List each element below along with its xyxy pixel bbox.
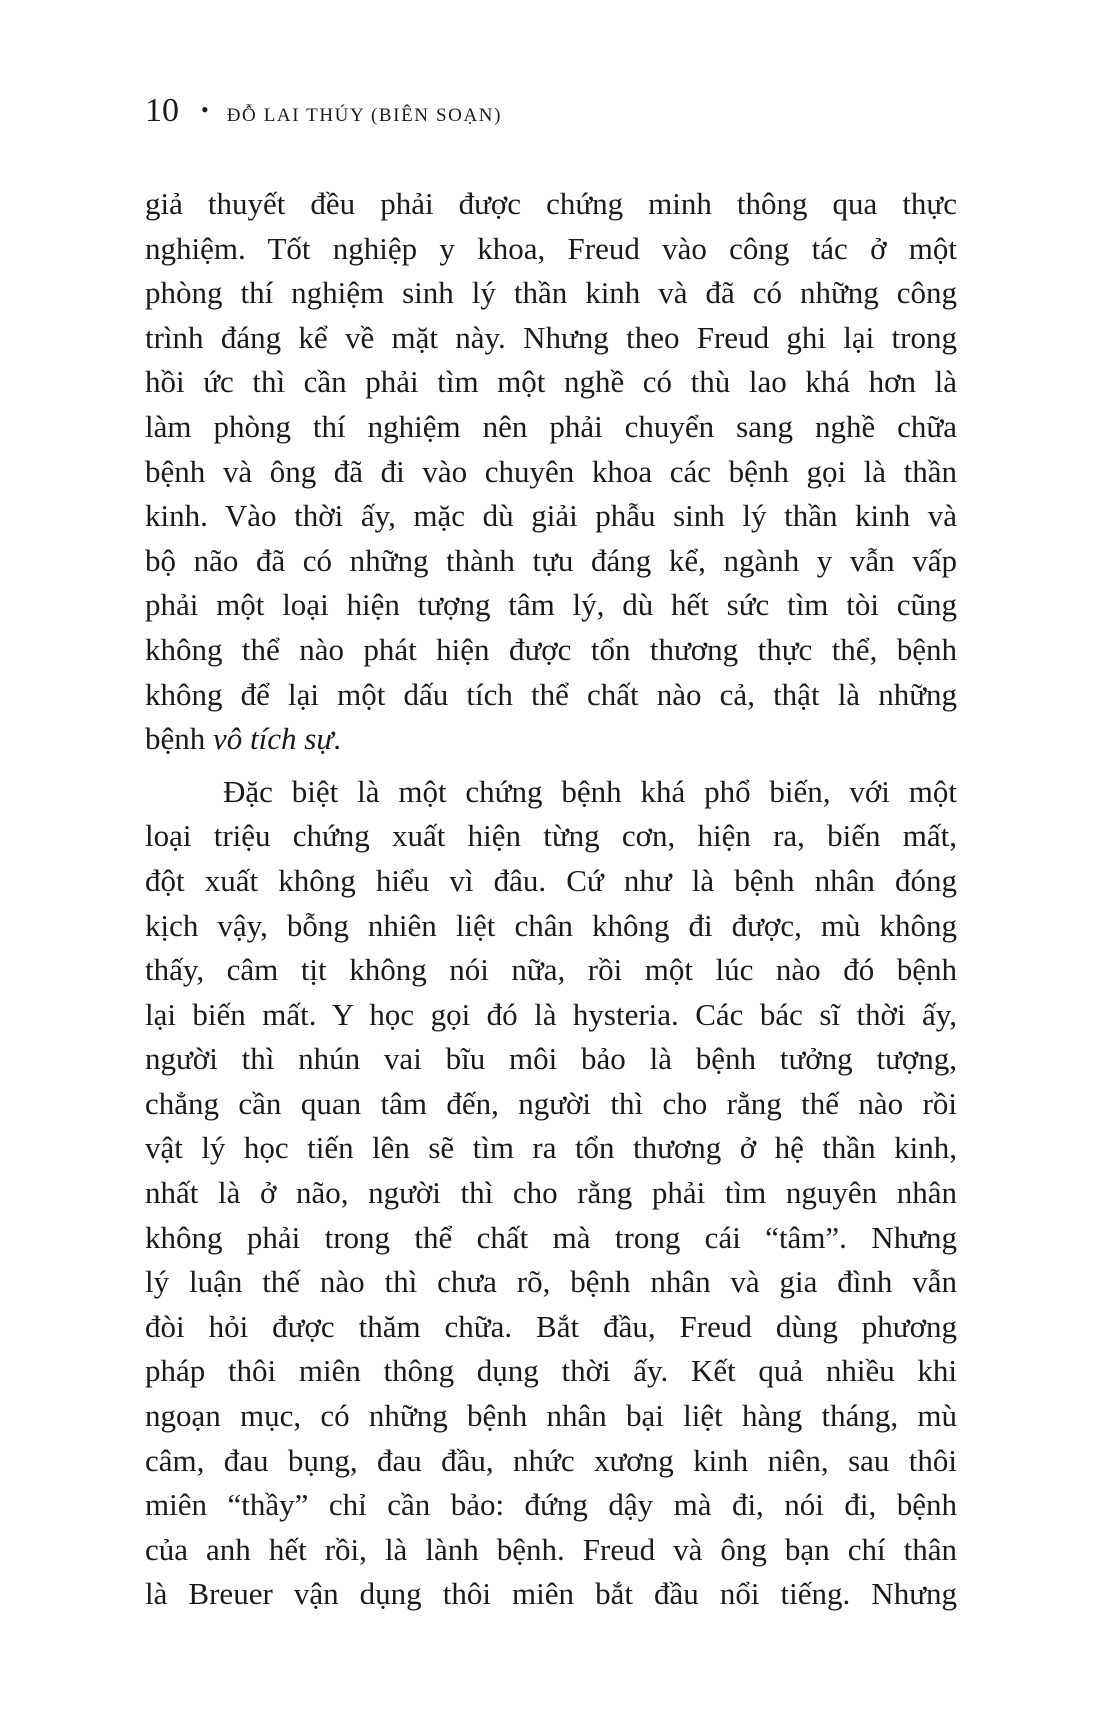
paragraph-2: [145, 770, 957, 1617]
text-line: đột xuất không hiểu vì đâu. Cứ như là bệnh nhân đóng: [145, 862, 957, 898]
text-line: đòi hỏi được thăm chữa. Bắt đầu, Freud dùng phương: [145, 1308, 957, 1344]
page-number: 10: [145, 92, 179, 129]
text-line: không phải trong thể chất mà trong cái “tâm”. Nhưng: [145, 1219, 957, 1255]
text-line: pháp thôi miên thông dụng thời ấy. Kết quả nhiều khi: [145, 1353, 957, 1389]
text-line: bệnh và ông đã đi vào chuyên khoa các bệnh gọi là thần: [145, 453, 957, 489]
text-line: bộ não đã có những thành tựu đáng kể, ngành y vẫn vấp: [145, 542, 957, 578]
text-line: là Breuer vận dụng thôi miên bắt đầu nổi tiếng. Nhưng: [145, 1576, 957, 1612]
header-bullet: •: [201, 97, 209, 122]
text-line: thấy, câm tịt không nói nữa, rồi một lúc nào đó bệnh: [145, 952, 957, 988]
body-text: [145, 182, 957, 1617]
text-line: miên “thầy” chỉ cần bảo: đứng dậy mà đi, nói đi, bệnh: [145, 1487, 957, 1523]
text-line: không thể nào phát hiện được tổn thương thực thể, bệnh: [145, 631, 957, 667]
text-line: vật lý học tiến lên sẽ tìm ra tổn thương ở hệ thần kinh,: [145, 1130, 957, 1166]
text-run: bệnh: [145, 721, 214, 757]
text-line: giả thuyết đều phải được chứng minh thông qua thực: [145, 186, 957, 221]
text-line: không để lại một dấu tích thể chất nào cả, thật là những: [145, 676, 957, 712]
text-line: người thì nhún vai bĩu môi bảo là bệnh tưởng tượng,: [145, 1041, 957, 1077]
text-line: ngoạn mục, có những bệnh nhân bại liệt hàng tháng, mù: [145, 1398, 957, 1434]
paragraph-1: [145, 182, 957, 762]
text-line: lại biến mất. Y học gọi đó là hysteria. Các bác sĩ thời ấy,: [145, 996, 957, 1032]
text-line: nghiệm. Tốt nghiệp y khoa, Freud vào công tác ở một: [145, 230, 957, 266]
italic-phrase: vô tích sự: [213, 721, 334, 757]
text-line: hồi ức thì cần phải tìm một nghề có thù lao khá hơn là: [145, 364, 957, 400]
text-line: trình đáng kể về mặt này. Nhưng theo Freud ghi lại trong: [145, 319, 957, 355]
text-line: câm, đau bụng, đau đầu, nhức xương kinh niên, sau thôi: [145, 1442, 957, 1478]
text-line: phòng thí nghiệm sinh lý thần kinh và đã có những công: [145, 275, 957, 311]
text-line: kinh. Vào thời ấy, mặc dù giải phẫu sinh lý thần kinh và: [145, 498, 957, 534]
text-line-last: [145, 717, 957, 762]
text-line: Đặc biệt là một chứng bệnh khá phổ biến, với một: [223, 773, 957, 809]
text-line: chẳng cần quan tâm đến, người thì cho rằng thế nào rồi: [145, 1085, 957, 1121]
text-line: phải một loại hiện tượng tâm lý, dù hết sức tìm tòi cũng: [145, 587, 957, 623]
running-head: [145, 92, 502, 140]
text-line: loại triệu chứng xuất hiện từng cơn, hiện ra, biến mất,: [145, 818, 957, 854]
running-title: ĐỖ LAI THÚY (BIÊN SOẠN): [226, 105, 503, 126]
text-line: làm phòng thí nghiệm nên phải chuyển sang nghề chữa: [145, 408, 957, 444]
text-line: nhất là ở não, người thì cho rằng phải tìm nguyên nhân: [145, 1175, 957, 1211]
text-line: lý luận thế nào thì chưa rõ, bệnh nhân và gia đình vẫn: [145, 1264, 957, 1300]
text-line: của anh hết rồi, là lành bệnh. Freud và ông bạn chí thân: [145, 1531, 957, 1567]
text-line: kịch vậy, bỗng nhiên liệt chân không đi được, mù không: [145, 907, 957, 943]
text-run: .: [333, 721, 341, 757]
